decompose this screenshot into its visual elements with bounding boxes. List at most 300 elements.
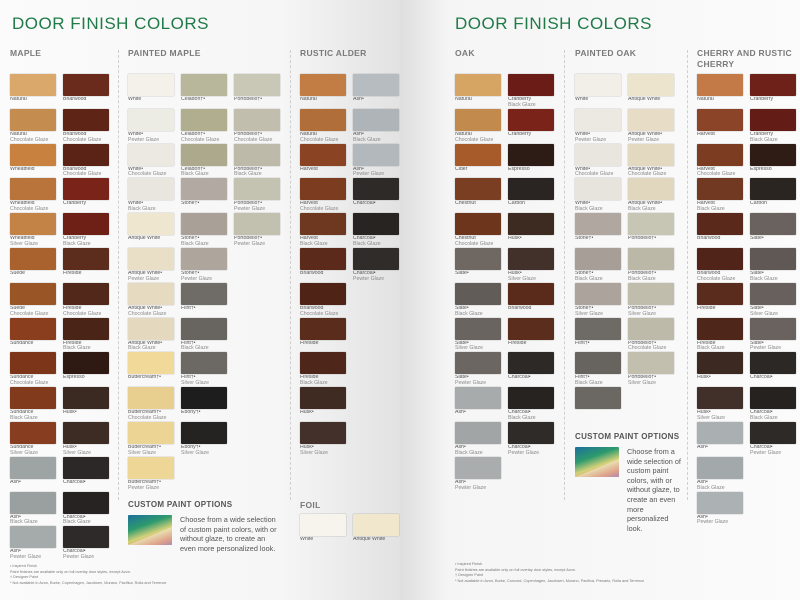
color-swatch bbox=[10, 144, 56, 179]
swatch-chip bbox=[750, 248, 796, 270]
swatch-chip bbox=[575, 213, 621, 235]
swatch-label bbox=[575, 167, 621, 179]
color-swatch bbox=[353, 248, 399, 283]
swatch-label bbox=[455, 480, 501, 492]
swatch-grid bbox=[697, 74, 797, 526]
swatch-label bbox=[628, 167, 674, 179]
color-swatch bbox=[455, 109, 501, 144]
swatch-label bbox=[128, 445, 174, 457]
swatch-name: Portobello†• bbox=[628, 270, 657, 276]
color-swatch bbox=[63, 178, 109, 213]
swatch-name: Buttercream†• bbox=[128, 410, 161, 416]
swatch-chip bbox=[300, 352, 346, 374]
color-swatch bbox=[575, 144, 621, 179]
swatch-grid bbox=[10, 74, 110, 561]
swatch-chip bbox=[750, 318, 796, 340]
swatch-name: Antique White• bbox=[128, 340, 163, 346]
swatch-chip bbox=[353, 178, 399, 200]
swatch-label bbox=[575, 375, 621, 387]
color-swatch bbox=[128, 74, 174, 109]
swatch-chip bbox=[353, 144, 399, 166]
swatch-label bbox=[628, 97, 674, 103]
swatch-name: White bbox=[300, 537, 314, 542]
column-divider bbox=[564, 50, 565, 500]
color-swatch bbox=[628, 248, 674, 283]
swatch-name: Ash• bbox=[455, 444, 466, 450]
swatch-label bbox=[508, 236, 554, 242]
swatch-chip bbox=[10, 213, 56, 235]
swatch-glaze: Silver Glaze bbox=[10, 240, 38, 247]
swatch-glaze: Black Glaze bbox=[508, 414, 536, 421]
swatch-glaze: Pewter Glaze bbox=[63, 554, 95, 561]
color-swatch bbox=[10, 422, 56, 457]
swatch-chip bbox=[697, 352, 743, 374]
swatch-chip bbox=[575, 144, 621, 166]
swatch-label bbox=[181, 306, 227, 312]
color-swatch bbox=[508, 457, 554, 492]
swatch-label bbox=[353, 271, 399, 283]
swatch-name: Flint†• bbox=[575, 340, 590, 346]
color-swatch bbox=[181, 213, 227, 248]
swatch-name: Husk• bbox=[508, 270, 522, 276]
swatch-glaze: Silver Glaze bbox=[181, 449, 209, 456]
swatch-name: Natural bbox=[10, 97, 27, 102]
swatch-glaze: Chocolate Glaze bbox=[455, 240, 494, 247]
swatch-label bbox=[234, 236, 280, 248]
swatch-glaze: Black Glaze bbox=[10, 414, 38, 421]
swatch-label bbox=[128, 97, 174, 103]
column-maple bbox=[10, 48, 110, 561]
swatch-label bbox=[628, 236, 674, 242]
swatch-chip bbox=[181, 248, 227, 270]
swatch-label bbox=[181, 201, 227, 207]
swatch-label bbox=[63, 341, 109, 353]
swatch-chip bbox=[508, 109, 554, 131]
swatch-label bbox=[10, 445, 56, 457]
swatch-label bbox=[508, 132, 554, 138]
swatch-glaze: Black Glaze bbox=[750, 136, 778, 143]
swatch-label bbox=[750, 236, 796, 242]
swatch-chip bbox=[628, 318, 674, 340]
color-swatch bbox=[353, 283, 399, 318]
swatch-glaze: Chocolate Glaze bbox=[63, 171, 102, 178]
swatch-chip bbox=[10, 248, 56, 270]
color-swatch bbox=[10, 178, 56, 213]
color-swatch bbox=[300, 387, 346, 422]
swatch-chip bbox=[750, 352, 796, 374]
swatch-glaze: Black Glaze bbox=[628, 206, 656, 213]
swatch-glaze: Black Glaze bbox=[628, 275, 656, 282]
swatch-label bbox=[455, 132, 501, 144]
color-swatch bbox=[353, 144, 399, 179]
swatch-grid bbox=[575, 74, 681, 422]
swatch-chip bbox=[10, 492, 56, 514]
swatch-chip bbox=[455, 318, 501, 340]
swatch-glaze: Black Glaze bbox=[128, 206, 156, 213]
swatch-name: Charcoal• bbox=[508, 375, 531, 381]
swatch-chip bbox=[300, 248, 346, 270]
swatch-chip bbox=[63, 457, 109, 479]
swatch-label bbox=[508, 167, 554, 173]
color-swatch bbox=[455, 144, 501, 179]
swatch-label bbox=[300, 97, 346, 103]
swatch-name: Sundance bbox=[10, 375, 34, 381]
swatch-glaze: Pewter Glaze bbox=[353, 275, 385, 282]
swatch-name: Ash• bbox=[353, 131, 364, 137]
swatch-chip bbox=[575, 74, 621, 96]
color-swatch bbox=[128, 213, 174, 248]
swatch-name: Buttercream†• bbox=[128, 479, 161, 485]
swatch-label bbox=[234, 132, 280, 144]
swatch-name: Slate• bbox=[750, 236, 764, 242]
color-swatch bbox=[300, 213, 346, 248]
swatch-label bbox=[750, 306, 796, 318]
swatch-name: Harvest bbox=[697, 201, 715, 207]
swatch-label bbox=[10, 341, 56, 347]
swatch-glaze: Black Glaze bbox=[575, 206, 603, 213]
color-swatch bbox=[697, 352, 743, 387]
swatch-label bbox=[300, 445, 346, 457]
swatch-chip bbox=[697, 492, 743, 514]
color-swatch bbox=[234, 283, 280, 318]
swatch-name: Ash• bbox=[353, 97, 364, 102]
swatch-name: Husk• bbox=[508, 236, 522, 242]
color-swatch bbox=[10, 387, 56, 422]
swatch-glaze: Chocolate Glaze bbox=[575, 171, 614, 178]
color-swatch bbox=[575, 283, 621, 318]
swatch-chip bbox=[575, 283, 621, 305]
swatch-label bbox=[63, 515, 109, 527]
swatch-chip bbox=[10, 318, 56, 340]
swatch-label bbox=[697, 306, 743, 312]
swatch-name: Sundance bbox=[10, 444, 34, 450]
swatch-label bbox=[750, 375, 796, 381]
swatch-name: Fireside bbox=[697, 305, 716, 311]
color-swatch bbox=[63, 283, 109, 318]
swatch-glaze: Black Glaze bbox=[181, 171, 209, 178]
color-swatch bbox=[234, 318, 280, 353]
swatch-name: Slate• bbox=[455, 270, 469, 276]
color-swatch bbox=[628, 109, 674, 144]
swatch-label bbox=[300, 271, 346, 277]
swatch-chip bbox=[63, 109, 109, 131]
swatch-label bbox=[628, 306, 674, 318]
swatch-chip bbox=[10, 178, 56, 200]
page-title: DOOR FINISH COLORS bbox=[12, 14, 209, 33]
swatch-name: Natural bbox=[697, 97, 714, 102]
swatch-name: Portobello†• bbox=[628, 305, 657, 311]
swatch-name: White• bbox=[575, 201, 591, 207]
swatch-chip bbox=[575, 318, 621, 340]
swatch-glaze: Pewter Glaze bbox=[455, 484, 487, 491]
swatch-glaze: Chocolate Glaze bbox=[628, 171, 667, 178]
swatch-chip bbox=[128, 457, 174, 479]
swatch-chip bbox=[181, 74, 227, 96]
color-swatch bbox=[10, 457, 56, 492]
color-swatch bbox=[128, 457, 174, 492]
color-swatch bbox=[455, 283, 501, 318]
swatch-chip bbox=[63, 283, 109, 305]
color-swatch bbox=[628, 178, 674, 213]
color-swatch bbox=[353, 422, 399, 457]
swatch-glaze: Silver Glaze bbox=[750, 310, 778, 317]
color-swatch bbox=[508, 74, 554, 109]
swatch-name: Stone†• bbox=[575, 236, 594, 242]
swatch-glaze: Black Glaze bbox=[63, 345, 91, 352]
color-swatch bbox=[63, 248, 109, 283]
swatch-chip bbox=[575, 387, 621, 409]
swatch-glaze: Chocolate Glaze bbox=[300, 206, 339, 213]
swatch-label bbox=[63, 375, 109, 381]
swatch-name: Celadon†• bbox=[181, 131, 206, 137]
swatch-name: Portobello†• bbox=[628, 236, 657, 242]
swatch-chip bbox=[63, 492, 109, 514]
color-swatch bbox=[508, 352, 554, 387]
swatch-label bbox=[455, 201, 501, 207]
swatch-label bbox=[128, 236, 174, 242]
swatch-label bbox=[10, 236, 56, 248]
swatch-name: Antique White bbox=[628, 97, 661, 102]
swatch-chip bbox=[181, 387, 227, 409]
color-swatch bbox=[181, 422, 227, 457]
swatch-chip bbox=[63, 422, 109, 444]
color-swatch bbox=[300, 422, 346, 457]
swatch-name: Harvest bbox=[697, 131, 715, 137]
color-swatch bbox=[750, 457, 796, 492]
color-swatch bbox=[128, 318, 174, 353]
swatch-glaze: Black Glaze bbox=[697, 206, 725, 213]
swatch-label bbox=[63, 97, 109, 103]
swatch-label bbox=[697, 236, 743, 242]
swatch-name: Slate• bbox=[750, 305, 764, 311]
color-swatch bbox=[234, 248, 280, 283]
swatch-glaze: Pewter Glaze bbox=[455, 380, 487, 387]
swatch-glaze: Pewter Glaze bbox=[508, 449, 540, 456]
color-swatch bbox=[455, 318, 501, 353]
swatch-name: Portobello†• bbox=[234, 97, 263, 102]
swatch-name: Harvest bbox=[300, 236, 318, 242]
swatch-chip bbox=[750, 213, 796, 235]
swatch-chip bbox=[128, 248, 174, 270]
swatch-label bbox=[508, 306, 554, 312]
swatch-glaze: Black Glaze bbox=[455, 310, 483, 317]
swatch-label bbox=[300, 537, 346, 543]
color-swatch bbox=[300, 144, 346, 179]
swatch-label bbox=[455, 97, 501, 103]
swatch-name: Ash• bbox=[697, 479, 708, 485]
color-swatch bbox=[300, 178, 346, 213]
swatch-chip bbox=[10, 526, 56, 548]
swatch-name: Stone†• bbox=[181, 270, 200, 276]
swatch-grid bbox=[128, 74, 283, 492]
color-swatch bbox=[750, 248, 796, 283]
swatch-label bbox=[10, 306, 56, 318]
color-swatch bbox=[697, 318, 743, 353]
color-swatch bbox=[697, 492, 743, 527]
color-swatch bbox=[575, 387, 621, 422]
color-swatch bbox=[750, 109, 796, 144]
swatch-label bbox=[508, 271, 554, 283]
swatch-name: Carbon bbox=[508, 201, 526, 207]
swatch-name: Celadon†• bbox=[181, 97, 206, 102]
swatch-label bbox=[508, 201, 554, 207]
swatch-chip bbox=[697, 109, 743, 131]
swatch-name: White• bbox=[575, 131, 591, 137]
swatch-glaze: Pewter Glaze bbox=[181, 275, 213, 282]
swatch-name: Espresso bbox=[750, 166, 772, 172]
swatch-name: Fireside bbox=[300, 340, 319, 346]
swatch-name: Wheatfield bbox=[10, 201, 35, 207]
swatch-name: Antique White bbox=[128, 236, 161, 242]
color-swatch bbox=[128, 387, 174, 422]
swatch-chip bbox=[508, 213, 554, 235]
swatch-label bbox=[353, 132, 399, 144]
swatch-name: Chestnut bbox=[455, 201, 476, 207]
color-swatch bbox=[508, 248, 554, 283]
swatch-label bbox=[181, 236, 227, 248]
swatch-name: Cranberry bbox=[63, 201, 87, 207]
color-swatch bbox=[508, 318, 554, 353]
swatch-glaze: Black Glaze bbox=[353, 136, 381, 143]
swatch-chip bbox=[181, 422, 227, 444]
swatch-name: White bbox=[128, 97, 142, 102]
swatch-label bbox=[63, 236, 109, 248]
swatch-label bbox=[181, 341, 227, 353]
swatch-chip bbox=[300, 283, 346, 305]
swatch-name: Natural bbox=[10, 131, 27, 137]
swatch-name: Wheatfield bbox=[10, 166, 35, 172]
swatch-name: Flint†• bbox=[575, 375, 590, 381]
swatch-name: Sundance bbox=[10, 340, 34, 346]
color-swatch bbox=[181, 283, 227, 318]
swatch-name: Buttercream†• bbox=[128, 444, 161, 450]
swatch-glaze: Pewter Glaze bbox=[697, 519, 729, 526]
footnote: • Inspired Finish bbox=[10, 564, 38, 568]
swatch-name: Celadon†• bbox=[181, 166, 206, 172]
swatch-glaze: Silver Glaze bbox=[628, 380, 656, 387]
swatch-label bbox=[10, 549, 56, 561]
swatch-label bbox=[10, 97, 56, 103]
swatch-name: Harvest bbox=[300, 166, 318, 172]
color-swatch bbox=[63, 109, 109, 144]
swatch-name: Antique White• bbox=[128, 270, 163, 276]
swatch-label bbox=[128, 271, 174, 283]
swatch-chip bbox=[128, 422, 174, 444]
swatch-chip bbox=[181, 178, 227, 200]
color-swatch bbox=[750, 352, 796, 387]
swatch-chip bbox=[10, 352, 56, 374]
color-swatch bbox=[455, 352, 501, 387]
swatch-chip bbox=[750, 109, 796, 131]
swatch-glaze: Chocolate Glaze bbox=[128, 414, 167, 421]
swatch-label bbox=[628, 132, 674, 144]
swatch-name: Ash• bbox=[455, 410, 466, 416]
color-swatch bbox=[63, 492, 109, 527]
swatch-glaze: Pewter Glaze bbox=[128, 275, 160, 282]
color-swatch bbox=[353, 213, 399, 248]
color-swatch bbox=[128, 248, 174, 283]
color-swatch bbox=[697, 213, 743, 248]
swatch-label bbox=[63, 480, 109, 486]
color-swatch bbox=[300, 514, 346, 549]
swatch-glaze: Chocolate Glaze bbox=[455, 136, 494, 143]
swatch-name: Harvest bbox=[300, 201, 318, 207]
swatch-label bbox=[697, 132, 743, 138]
swatch-name: Ash• bbox=[697, 514, 708, 520]
color-swatch bbox=[628, 74, 674, 109]
swatch-label bbox=[10, 515, 56, 527]
color-swatch bbox=[575, 248, 621, 283]
column-rustic-alder bbox=[300, 48, 400, 457]
swatch-label bbox=[353, 236, 399, 248]
swatch-chip bbox=[63, 526, 109, 548]
swatch-name: Harvest bbox=[697, 166, 715, 172]
color-swatch bbox=[181, 318, 227, 353]
swatch-name: Portobello†• bbox=[628, 375, 657, 381]
swatch-name: Portobello†• bbox=[234, 201, 263, 207]
swatch-label bbox=[300, 167, 346, 173]
color-swatch bbox=[750, 422, 796, 457]
swatch-label bbox=[455, 445, 501, 457]
swatch-label bbox=[63, 549, 109, 561]
color-swatch bbox=[181, 144, 227, 179]
paint-fan-deck-icon bbox=[128, 515, 172, 545]
swatch-chip bbox=[300, 178, 346, 200]
color-swatch bbox=[353, 352, 399, 387]
swatch-chip bbox=[455, 178, 501, 200]
color-swatch bbox=[508, 213, 554, 248]
swatch-name: Husk• bbox=[63, 444, 77, 450]
swatch-chip bbox=[750, 144, 796, 166]
swatch-chip bbox=[750, 283, 796, 305]
swatch-glaze: Black Glaze bbox=[181, 240, 209, 247]
swatch-label bbox=[10, 375, 56, 387]
swatch-chip bbox=[508, 283, 554, 305]
color-swatch bbox=[63, 144, 109, 179]
swatch-name: Charcoal• bbox=[353, 201, 376, 207]
swatch-glaze: Chocolate Glaze bbox=[128, 171, 167, 178]
swatch-name: Charcoal• bbox=[353, 270, 376, 276]
color-swatch bbox=[353, 109, 399, 144]
color-swatch bbox=[63, 526, 109, 561]
swatch-label bbox=[128, 306, 174, 318]
swatch-label bbox=[575, 271, 621, 283]
custom-paint-text: Choose from a wide selection of custom paint colors, with or without glaze, to create an even more personalized look. bbox=[627, 447, 681, 533]
swatch-glaze: Silver Glaze bbox=[128, 449, 156, 456]
swatch-glaze: Silver Glaze bbox=[628, 310, 656, 317]
color-swatch bbox=[234, 387, 280, 422]
swatch-chip bbox=[63, 352, 109, 374]
swatch-name: Antique White• bbox=[628, 166, 663, 172]
swatch-name: Buttercream†• bbox=[128, 375, 161, 381]
swatch-glaze: Chocolate Glaze bbox=[128, 310, 167, 317]
color-swatch bbox=[300, 74, 346, 109]
swatch-name: Fireside bbox=[63, 270, 82, 276]
column-painted-maple bbox=[128, 48, 283, 492]
swatch-name: Charcoal• bbox=[63, 514, 86, 520]
swatch-name: Portobello†• bbox=[628, 340, 657, 346]
color-swatch bbox=[10, 74, 56, 109]
color-swatch bbox=[128, 178, 174, 213]
color-swatch bbox=[300, 318, 346, 353]
swatch-name: Portobello†• bbox=[234, 166, 263, 172]
swatch-label bbox=[10, 410, 56, 422]
color-swatch bbox=[63, 422, 109, 457]
swatch-chip bbox=[455, 422, 501, 444]
swatch-chip bbox=[128, 178, 174, 200]
swatch-chip bbox=[234, 109, 280, 131]
swatch-label bbox=[575, 306, 621, 318]
